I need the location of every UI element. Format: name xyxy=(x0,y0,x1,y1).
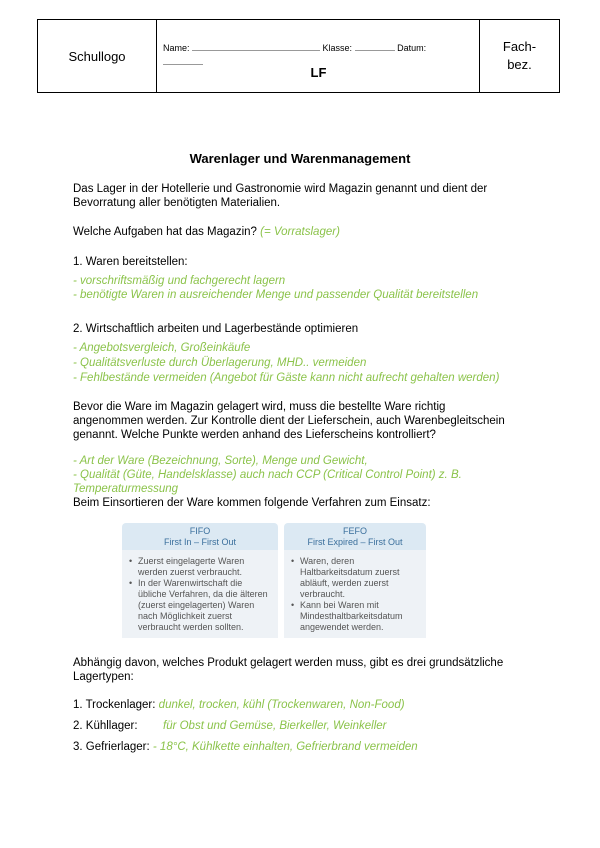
school-logo-placeholder: Schullogo xyxy=(38,20,157,92)
fifo-item: • Zuerst eingelagerte Waren werden zuerst verbraucht. xyxy=(138,556,272,578)
fifo-subtitle: First In – First Out xyxy=(163,537,236,547)
fefo-item: • Kann bei Waren mit Mindesthaltbarkeitsdatum angewendet werden. xyxy=(300,600,420,633)
fifo-title: FIFO xyxy=(189,526,211,536)
storage-intro-line-2: Lagertypen: xyxy=(73,671,134,683)
task2-answer-1: - Angebotsvergleich, Großeinkäufe xyxy=(73,342,251,354)
fifo-box xyxy=(122,523,278,638)
para2-answer-2: - Qualität (Güte, Handelsklasse) auch nach CCP (Critical Control Point) z. B. xyxy=(73,469,462,481)
task2-heading: 2. Wirtschaftlich arbeiten und Lagerbestände optimieren xyxy=(73,323,359,335)
date-label: Datum: xyxy=(397,43,427,53)
header-table xyxy=(37,19,560,93)
question-answer: (= Vorratslager) xyxy=(260,226,340,238)
task1-heading: 1. Waren bereitstellen: xyxy=(73,256,188,268)
storage-type-row xyxy=(73,719,387,733)
name-label: Name: xyxy=(163,43,190,53)
class-label: Klasse: xyxy=(322,43,353,53)
fefo-subtitle: First Expired – First Out xyxy=(307,537,403,547)
storage-type-label: 1. Trockenlager: xyxy=(73,699,156,711)
storage-type-answer: für Obst und Gemüse, Bierkeller, Weinkeller xyxy=(163,720,387,732)
fifo-header xyxy=(122,523,278,550)
fifo-body xyxy=(122,550,278,638)
learning-field-label: LF xyxy=(310,65,327,80)
task2-answer-2: - Qualitätsverluste durch Überlagerung, MHD.. vermeiden xyxy=(73,357,367,369)
para2-line-1: Bevor die Ware im Magazin gelagert wird, muss die bestellte Ware richtig xyxy=(73,401,446,413)
fefo-box xyxy=(284,523,426,638)
date-field[interactable] xyxy=(163,55,203,65)
storage-type-label: 3. Gefrierlager: xyxy=(73,741,150,753)
student-info-cell xyxy=(157,20,480,92)
name-field[interactable] xyxy=(192,41,320,51)
storage-type-answer: dunkel, trocken, kühl (Trockenwaren, Non-Food) xyxy=(158,699,405,711)
storage-type-label: 2. Kühllager: xyxy=(73,720,138,732)
subject-label-line1: Fach- xyxy=(502,39,537,54)
fifo-item: • In der Warenwirtschaft die übliche Verfahren, da die älteren (zuerst eingelagerten) Waren nach Möglichkeit zuerst verbraucht werden sollten. xyxy=(138,578,272,633)
para2-line-2: angenommen werden. Zur Kontrolle dient der Lieferschein, auch Warenbegleitschein xyxy=(73,415,505,427)
task1-answer-1: - vorschriftsmäßig und fachgerecht lagern xyxy=(73,275,286,287)
para2-line-3: genannt. Welche Punkte werden anhand des Lieferscheins kontrolliert? xyxy=(73,429,436,441)
storage-intro-line-1: Abhängig davon, welches Produkt gelagert werden muss, gibt es drei grundsätzliche xyxy=(73,657,504,669)
storage-type-row xyxy=(73,740,418,754)
fefo-body xyxy=(284,550,426,638)
question-text: Welche Aufgaben hat das Magazin? xyxy=(73,226,257,238)
fefo-header xyxy=(284,523,426,550)
storage-type-row xyxy=(73,698,405,712)
class-field[interactable] xyxy=(355,41,395,51)
subject-cell xyxy=(479,20,559,92)
task1-answer-2: - benötigte Waren in ausreichender Menge und passender Qualität bereitstellen xyxy=(73,289,479,301)
fefo-title: FEFO xyxy=(343,526,367,536)
fefo-item: • Waren, deren Haltbarkeitsdatum zuerst abläuft, werden zuerst verbraucht. xyxy=(300,556,420,600)
para2-answer-3: Temperaturmessung xyxy=(73,483,179,495)
student-info-line xyxy=(163,41,426,53)
question-tasks xyxy=(73,225,340,239)
subject-label-line2: bez. xyxy=(507,57,532,72)
page-title: Warenlager und Warenmanagement xyxy=(189,151,411,166)
intro-line-2: Bevorratung aller benötigten Materialien. xyxy=(73,197,281,209)
intro-line-1: Das Lager in der Hotellerie und Gastronomie wird Magazin genannt und dient der xyxy=(73,183,488,195)
sorting-intro: Beim Einsortieren der Ware kommen folgende Verfahren zum Einsatz: xyxy=(73,497,431,509)
para2-answer-1: - Art der Ware (Bezeichnung, Sorte), Menge und Gewicht, xyxy=(73,455,368,467)
task2-answer-3: - Fehlbestände vermeiden (Angebot für Gäste kann nicht aufrecht gehalten werden) xyxy=(73,372,500,384)
storage-type-answer: - 18°C, Kühlkette einhalten, Gefrierbrand vermeiden xyxy=(152,741,418,753)
